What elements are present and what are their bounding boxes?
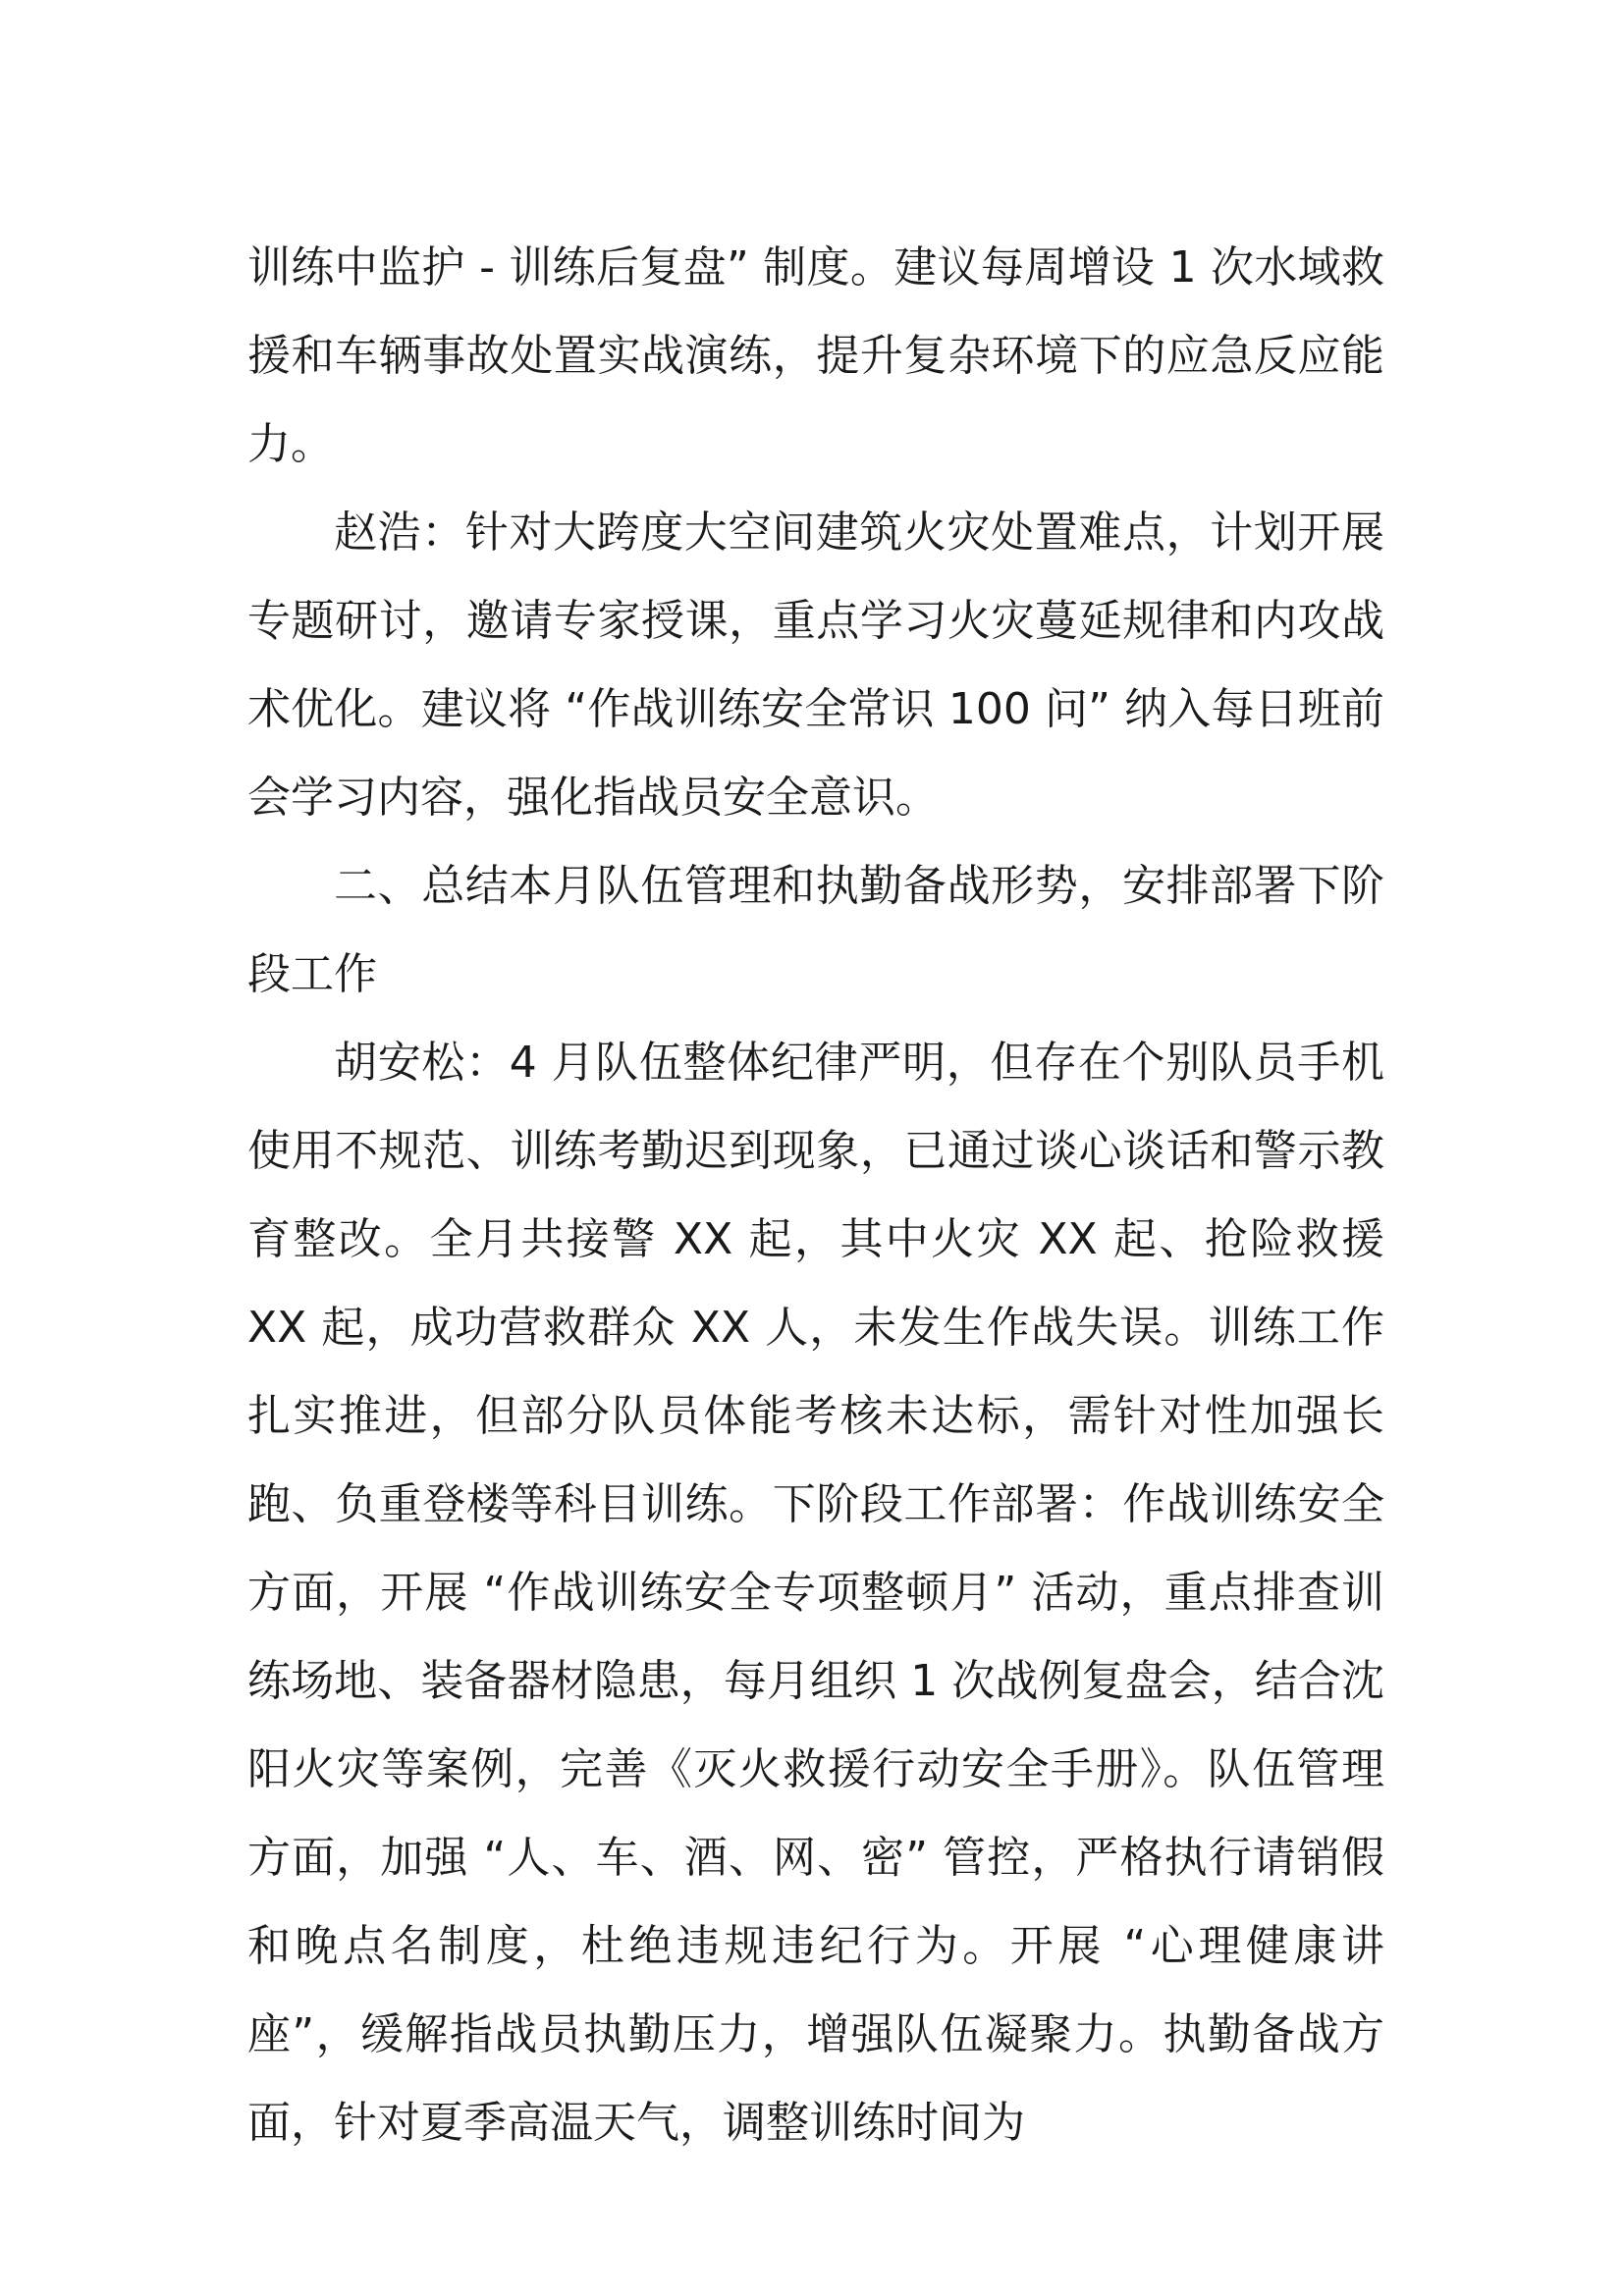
paragraph-hu-ansong: 胡安松：4 月队伍整体纪律严明，但存在个别队员手机使用不规范、训练考勤迟到现象，已通过谈心谈话和警示教育整改。全月共接警 XX 起，其中火灾 XX 起、抢险救援 XX 起，成功营救群众 XX 人，未发生作战失误。训练工作扎实推进，但部分队员体能考核未达标，需针对性加强长跑、负重登楼等科目训练。下阶段工作部署：作战训练安全方面，开展 “作战训练安全专项整顿月” 活动，重点排查训练场地、装备器材隐患，每月组织 1 次战例复盘会，结合沈阳火灾等案例，完善《灭火救援行动安全手册》。队伍管理方面，加强 “人、车、酒、网、密” 管控，严格执行请销假和晚点名制度，杜绝违规违纪行为。开展 “心理健康讲座”，缓解指战员执勤压力，增强队伍凝聚力。执勤备战方面，针对夏季高温天气，调整训练时间为 xyxy=(247,1038,1384,2148)
section-heading-two: 二、总结本月队伍管理和执勤备战形势，安排部署下阶段工作 xyxy=(247,861,1384,999)
paragraph-zhao-hao: 赵浩：针对大跨度大空间建筑火灾处置难点，计划开展专题研讨，邀请专家授课，重点学习火灾蔓延规律和内攻战术优化。建议将 “作战训练安全常识 100 问” 纳入每日班前会学习内容，强化指战员安全意识。 xyxy=(247,507,1384,823)
paragraph-training-continuation: 训练中监护 - 训练后复盘” 制度。建议每周增设 1 次水域救援和车辆事故处置实战演练，提升复杂环境下的应急反应能力。 xyxy=(247,242,1384,469)
document-body xyxy=(247,224,1384,2167)
